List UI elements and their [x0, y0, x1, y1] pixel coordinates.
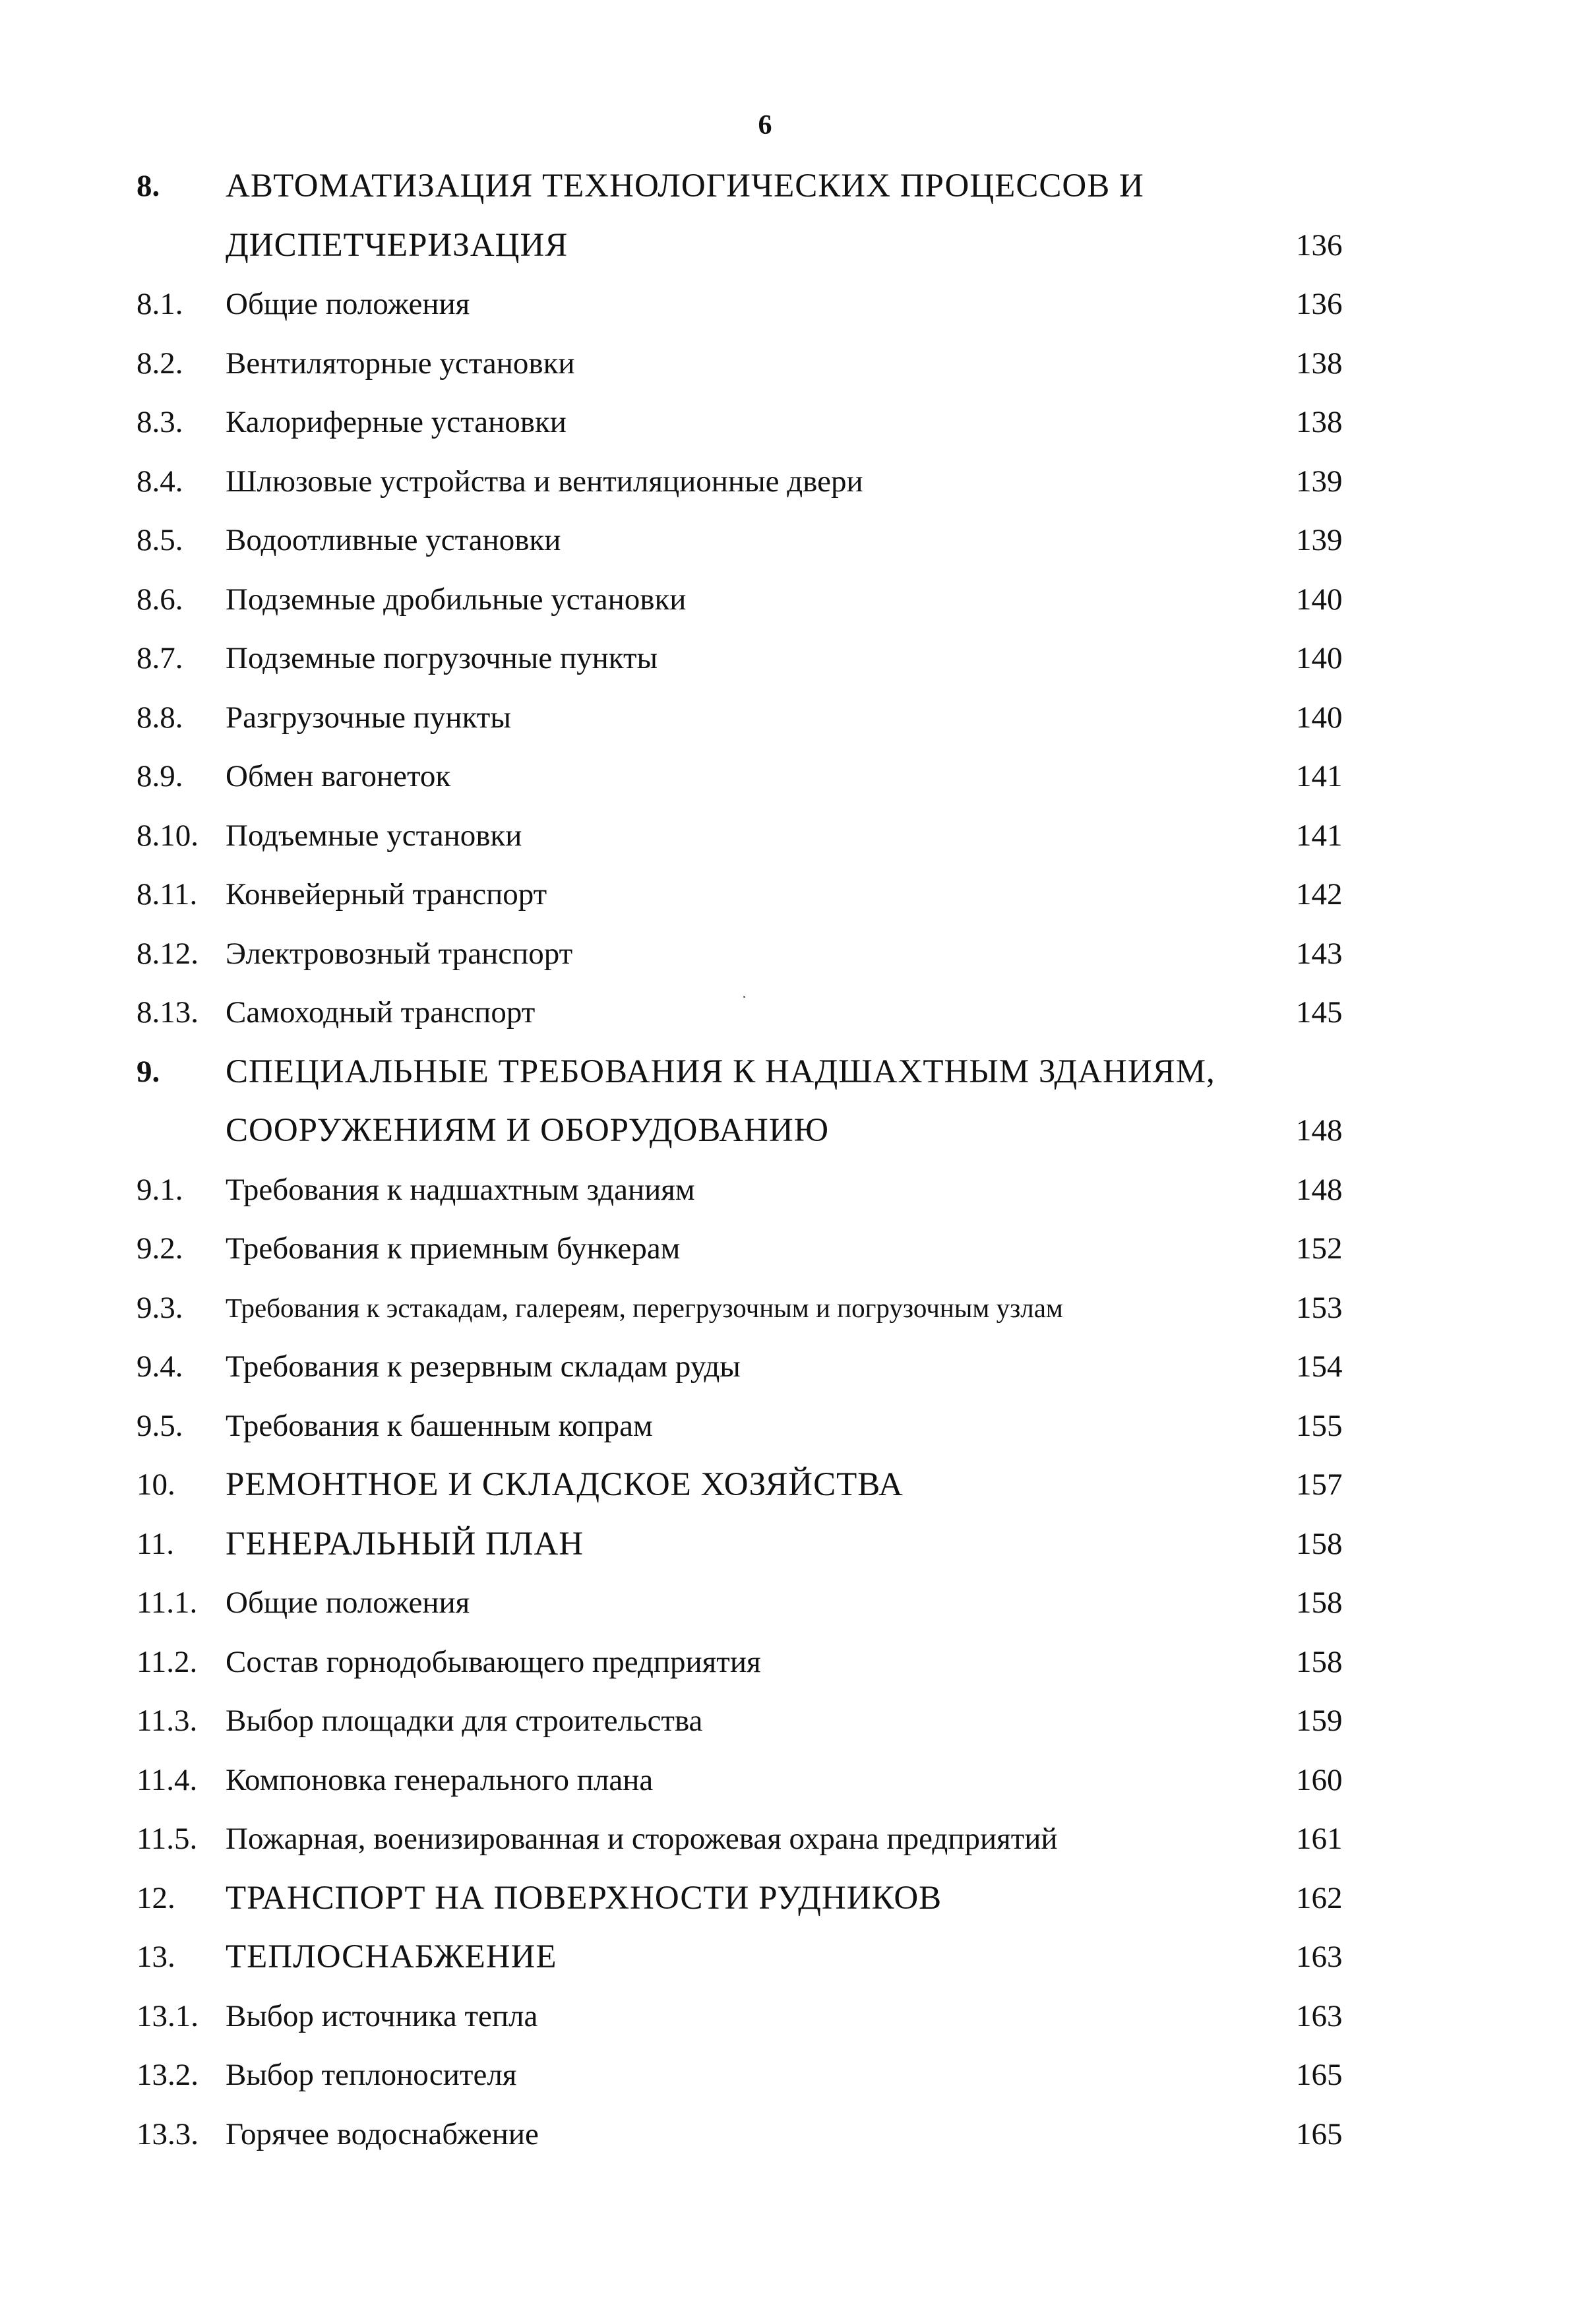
toc-entry-number: 8.5.: [137, 523, 183, 557]
toc-entry: [0, 1397, 1596, 1456]
toc-entry-title: РЕМОНТНОЕ И СКЛАДСКОЕ ХОЗЯЙСТВА: [226, 1466, 904, 1503]
toc-entry-title: Вентиляторные установки: [226, 346, 575, 381]
toc-entry-number: 11.1.: [137, 1586, 198, 1620]
toc-entry-page: 162: [1296, 1880, 1343, 1915]
toc-entry: [0, 2105, 1596, 2165]
toc-entry-title: Шлюзовые устройства и вентиляционные двери: [226, 464, 863, 499]
toc-entry-page: 136: [1296, 228, 1343, 262]
toc-entry-title: Обмен вагонеток: [226, 759, 451, 793]
toc-entry-number: 8.11.: [137, 877, 198, 911]
toc-entry-title: Требования к эстакадам, галереям, перегрузочным и погрузочным узлам: [226, 1292, 1063, 1323]
toc-entry: [0, 1338, 1596, 1397]
toc-entry-title: ГЕНЕРАЛЬНЫЙ ПЛАН: [226, 1525, 584, 1562]
toc-entry-page: 140: [1296, 582, 1343, 617]
toc-entry-page: 145: [1296, 995, 1343, 1030]
toc-entry-number: 8.8.: [137, 700, 183, 735]
toc-entry-page: 154: [1296, 1349, 1343, 1384]
toc-entry-page: 139: [1296, 464, 1343, 499]
toc-entry-page: 139: [1296, 523, 1343, 557]
toc-entry: [0, 1987, 1596, 2047]
toc-entry-page: 141: [1296, 818, 1343, 853]
toc-entry-number: 8.4.: [137, 464, 183, 499]
toc-entry-page: 136: [1296, 287, 1343, 321]
toc-entry-page: 140: [1296, 641, 1343, 675]
toc-entry-number: 10.: [137, 1467, 175, 1502]
toc-entry-number: 8.7.: [137, 641, 183, 675]
toc-entry: [0, 1869, 1596, 1928]
toc-entry: [0, 452, 1596, 512]
toc-entry-number: 9.5.: [137, 1408, 183, 1443]
toc-entry-page: 141: [1296, 759, 1343, 793]
toc-entry-title: Общие положения: [226, 287, 470, 321]
toc-entry-number: 13.2.: [137, 2058, 199, 2092]
toc-entry: [0, 1751, 1596, 1810]
toc-entry: [0, 807, 1596, 866]
toc-entry-number: 11.5.: [137, 1822, 198, 1856]
toc-entry: [0, 393, 1596, 452]
toc-entry-title: Подземные погрузочные пункты: [226, 641, 658, 675]
toc-entry-title: Подземные дробильные установки: [226, 582, 687, 617]
toc-entry: [0, 1633, 1596, 1692]
toc-entry: [0, 511, 1596, 571]
toc-entry-page: 165: [1296, 2116, 1343, 2151]
toc-entry-page: 159: [1296, 1704, 1343, 1738]
toc-entry: [0, 1279, 1596, 1338]
toc-entry: [0, 1810, 1596, 1869]
toc-entry-page: 138: [1296, 346, 1343, 381]
toc-entry-number: 9.2.: [137, 1231, 183, 1266]
toc-entry: [0, 1456, 1596, 1515]
toc-entry-title: СООРУЖЕНИЯМ И ОБОРУДОВАНИЮ: [226, 1112, 830, 1149]
toc-entry-number: 8.10.: [137, 818, 199, 853]
toc-entry: [0, 275, 1596, 334]
toc-entry-title: Требования к башенным копрам: [226, 1408, 653, 1443]
toc-entry-title: Пожарная, военизированная и сторожевая охрана предприятий: [226, 1822, 1058, 1856]
toc-entry: [0, 747, 1596, 807]
toc-entry-page: 161: [1296, 1822, 1343, 1856]
toc-entry-page: 163: [1296, 1940, 1343, 1974]
toc-entry-page: 152: [1296, 1231, 1343, 1266]
toc-entry-title: Разгрузочные пункты: [226, 700, 511, 735]
toc-entry-page: 165: [1296, 2058, 1343, 2092]
toc-entry: [0, 689, 1596, 748]
toc-entry: [0, 1161, 1596, 1220]
toc-entry: [0, 1043, 1596, 1102]
toc-entry: [0, 1928, 1596, 1987]
toc-entry-page: 148: [1296, 1172, 1343, 1207]
toc-entry-number: 13.: [137, 1940, 175, 1974]
toc-entry-number: 13.1.: [137, 1998, 199, 2033]
toc-entry-title: ТРАНСПОРТ НА ПОВЕРХНОСТИ РУДНИКОВ: [226, 1879, 942, 1917]
toc-entry-title: Состав горнодобывающего предприятия: [226, 1644, 761, 1679]
toc-entry-number: 9.: [137, 1054, 160, 1089]
toc-entry-page: 142: [1296, 877, 1343, 911]
toc-entry: [0, 216, 1596, 276]
toc-entry-number: 8.3.: [137, 405, 183, 439]
toc-entry-title: Требования к приемным бункерам: [226, 1231, 681, 1266]
toc-entry-title: Общие положения: [226, 1586, 470, 1620]
toc-entry-title: Водоотливные установки: [226, 523, 561, 557]
toc-entry: [0, 157, 1596, 216]
toc-entry-page: 158: [1296, 1644, 1343, 1679]
toc-entry: [0, 865, 1596, 925]
toc-entry-title: Требования к надшахтным зданиям: [226, 1172, 695, 1207]
toc-entry-page: 140: [1296, 700, 1343, 735]
table-of-contents: [0, 157, 1596, 2164]
toc-entry: [0, 1574, 1596, 1633]
toc-entry: [0, 629, 1596, 689]
toc-entry-number: 8.2.: [137, 346, 183, 381]
toc-entry-number: 9.3.: [137, 1290, 183, 1325]
toc-entry-page: 157: [1296, 1467, 1343, 1502]
toc-entry: [0, 983, 1596, 1043]
scan-speck: [743, 996, 745, 998]
toc-entry-number: 11.2.: [137, 1644, 198, 1679]
toc-entry-number: 9.1.: [137, 1172, 183, 1207]
toc-entry: [0, 334, 1596, 394]
toc-entry-number: 8.6.: [137, 582, 183, 617]
toc-entry-number: 9.4.: [137, 1349, 183, 1384]
toc-entry-page: 160: [1296, 1762, 1343, 1797]
toc-entry-page: 155: [1296, 1408, 1343, 1443]
toc-entry-number: 8.9.: [137, 759, 183, 793]
toc-entry: [0, 1219, 1596, 1279]
toc-entry-page: 163: [1296, 1998, 1343, 2033]
toc-entry-title: Выбор площадки для строительства: [226, 1704, 703, 1738]
toc-entry-title: Компоновка генерального плана: [226, 1762, 654, 1797]
toc-entry: [0, 1515, 1596, 1574]
toc-entry-title: Подъемные установки: [226, 818, 522, 853]
toc-entry-page: 153: [1296, 1290, 1343, 1325]
toc-entry-title: ДИСПЕТЧЕРИЗАЦИЯ: [226, 226, 568, 264]
toc-entry-number: 11.3.: [137, 1704, 198, 1738]
toc-entry-title: Самоходный транспорт: [226, 995, 536, 1030]
toc-entry-number: 11.: [137, 1526, 175, 1561]
toc-entry: [0, 2046, 1596, 2105]
toc-entry-title: Горячее водоснабжение: [226, 2116, 539, 2151]
toc-entry-title: СПЕЦИАЛЬНЫЕ ТРЕБОВАНИЯ К НАДШАХТНЫМ ЗДАНИЯМ,: [226, 1053, 1215, 1090]
toc-entry-title: Электровозный транспорт: [226, 936, 573, 971]
toc-entry: [0, 1101, 1596, 1161]
toc-entry-number: 8.1.: [137, 287, 183, 321]
toc-entry-number: 8.13.: [137, 995, 199, 1030]
toc-entry: [0, 1692, 1596, 1751]
toc-entry-number: 12.: [137, 1880, 175, 1915]
toc-entry-title: ТЕПЛОСНАБЖЕНИЕ: [226, 1938, 557, 1975]
toc-entry-title: Выбор источника тепла: [226, 1998, 538, 2033]
toc-entry-number: 8.12.: [137, 936, 199, 971]
page-number: 6: [758, 110, 772, 140]
toc-entry-title: Конвейерный транспорт: [226, 877, 547, 911]
toc-entry-title: АВТОМАТИЗАЦИЯ ТЕХНОЛОГИЧЕСКИХ ПРОЦЕССОВ И: [226, 168, 1144, 204]
toc-entry-title: Калориферные установки: [226, 405, 567, 439]
toc-entry-page: 143: [1296, 936, 1343, 971]
toc-entry-number: 11.4.: [137, 1762, 198, 1797]
toc-entry-page: 158: [1296, 1526, 1343, 1561]
toc-entry-number: 13.3.: [137, 2116, 199, 2151]
toc-entry-page: 138: [1296, 405, 1343, 439]
toc-entry-title: Выбор теплоносителя: [226, 2058, 517, 2092]
toc-entry: [0, 925, 1596, 984]
toc-entry-page: 148: [1296, 1113, 1343, 1148]
toc-entry: [0, 571, 1596, 630]
toc-entry-title: Требования к резервным складам руды: [226, 1349, 741, 1384]
toc-entry-number: 8.: [137, 169, 160, 203]
toc-entry-page: 158: [1296, 1586, 1343, 1620]
